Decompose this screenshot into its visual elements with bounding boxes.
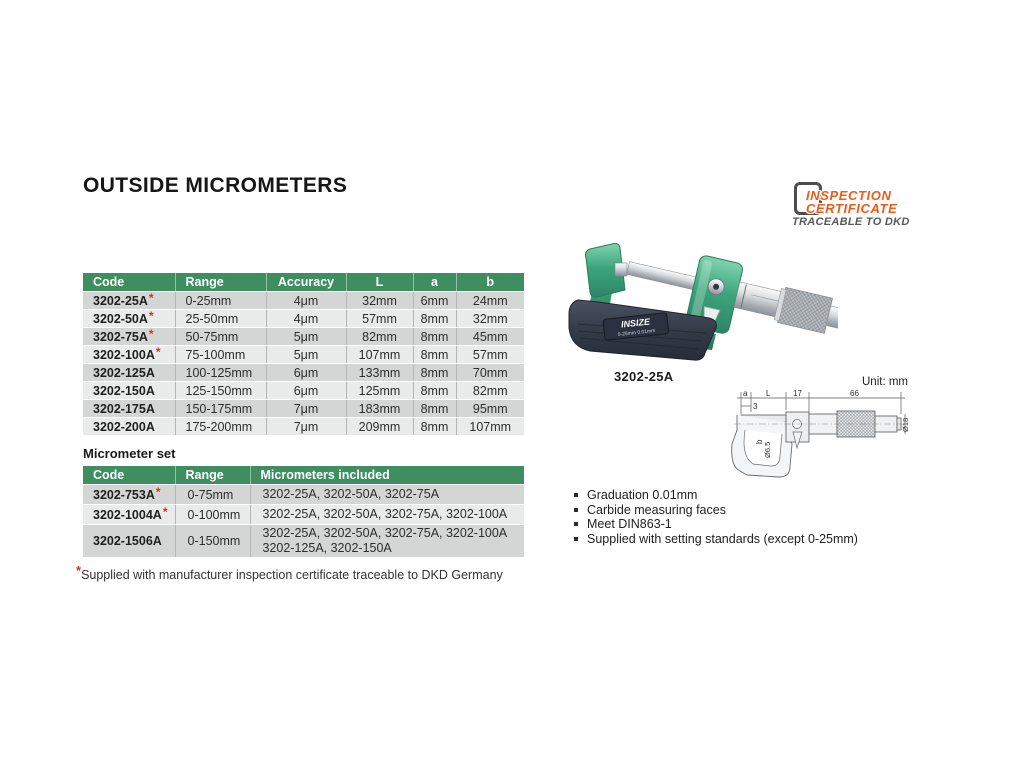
dim-3: 3	[753, 402, 758, 411]
cell-a: 8mm	[413, 328, 456, 346]
feature-text: Supplied with setting standards (except 0-25mm)	[587, 532, 858, 547]
cell-range: 25-50mm	[175, 310, 266, 328]
anvil	[615, 263, 627, 276]
cell-included: 3202-25A, 3202-50A, 3202-75A	[250, 485, 524, 505]
cell-code: 3202-25A*	[83, 292, 175, 310]
feature-list	[574, 488, 858, 546]
dim-b: b	[755, 439, 764, 444]
cell-b: 45mm	[456, 328, 524, 346]
cell-l: 57mm	[346, 310, 413, 328]
bullet-icon	[574, 522, 578, 526]
cell-b: 24mm	[456, 292, 524, 310]
cell-a: 6mm	[413, 292, 456, 310]
cell-b: 70mm	[456, 364, 524, 382]
spec-table-row	[83, 310, 524, 328]
cell-b: 95mm	[456, 400, 524, 418]
cell-accuracy: 6μm	[266, 364, 346, 382]
cell-b: 107mm	[456, 418, 524, 436]
cell-included: 3202-25A, 3202-50A, 3202-75A, 3202-100A 3202-125A, 3202-150A	[250, 525, 524, 558]
set-table-body	[83, 485, 524, 558]
col-header-code: Code	[83, 273, 175, 292]
cell-range: 100-125mm	[175, 364, 266, 382]
bullet-icon	[574, 508, 578, 512]
feature-text: Meet DIN863-1	[587, 517, 672, 532]
spec-table-row	[83, 364, 524, 382]
cell-code: 3202-125A	[83, 364, 175, 382]
spindle	[627, 262, 700, 291]
cell-range: 150-175mm	[175, 400, 266, 418]
cell-range: 0-150mm	[175, 525, 250, 558]
cell-l: 125mm	[346, 382, 413, 400]
spec-table-row	[83, 328, 524, 346]
cell-a: 8mm	[413, 346, 456, 364]
cell-b: 57mm	[456, 346, 524, 364]
cell-l: 209mm	[346, 418, 413, 436]
cell-code: 3202-1506A	[83, 525, 175, 558]
cell-a: 8mm	[413, 400, 456, 418]
set-section-title: Micrometer set	[83, 446, 176, 461]
set-table-header-row	[83, 466, 524, 485]
thimble-knurled	[778, 287, 833, 333]
cell-code: 3202-75A*	[83, 328, 175, 346]
cell-code: 3202-150A	[83, 382, 175, 400]
spec-table-row	[83, 418, 524, 436]
col-header-b: b	[456, 273, 524, 292]
bullet-icon	[574, 537, 578, 541]
cell-l: 82mm	[346, 328, 413, 346]
footnote-star: *	[76, 563, 82, 578]
cell-accuracy: 4μm	[266, 310, 346, 328]
spec-table-row	[83, 382, 524, 400]
spec-table-row	[83, 292, 524, 310]
col-header-accuracy: Accuracy	[266, 273, 346, 292]
feature-item	[574, 488, 858, 503]
dim-17: 17	[793, 389, 802, 398]
set-table	[83, 466, 524, 558]
set-col-header-included: Micrometers included	[250, 466, 524, 485]
cell-l: 133mm	[346, 364, 413, 382]
cell-code: 3202-1004A*	[83, 505, 175, 525]
dim-dia65: Ø6.5	[763, 441, 772, 458]
cell-b: 82mm	[456, 382, 524, 400]
feature-text: Carbide measuring faces	[587, 502, 726, 517]
cell-l: 32mm	[346, 292, 413, 310]
footnote-text: Supplied with manufacturer inspection certificate traceable to DKD Germany	[81, 568, 503, 582]
set-table-row	[83, 485, 524, 505]
dim-dia18: Ø18	[901, 417, 910, 432]
cell-accuracy: 7μm	[266, 400, 346, 418]
cell-range: 125-150mm	[175, 382, 266, 400]
cell-code: 3202-753A*	[83, 485, 175, 505]
cell-range: 50-75mm	[175, 328, 266, 346]
spec-table-header-row	[83, 273, 524, 292]
col-header-a: a	[413, 273, 456, 292]
cell-a: 8mm	[413, 418, 456, 436]
cell-range: 0-100mm	[175, 505, 250, 525]
feature-item	[574, 503, 858, 518]
set-table-row	[83, 505, 524, 525]
feature-text: Graduation 0.01mm	[587, 488, 698, 503]
set-table-row	[83, 525, 524, 558]
cell-code: 3202-175A	[83, 400, 175, 418]
cell-range: 0-25mm	[175, 292, 266, 310]
dim-a: a	[743, 389, 748, 398]
cell-a: 8mm	[413, 382, 456, 400]
product-caption: 3202-25A	[614, 369, 674, 384]
page-title: OUTSIDE MICROMETERS	[83, 174, 348, 197]
cell-code: 3202-200A	[83, 418, 175, 436]
logo-text-inspection: INSPECTION	[806, 188, 892, 203]
inspection-certificate-logo	[792, 179, 922, 231]
technical-drawing	[729, 386, 914, 482]
col-header-range: Range	[175, 273, 266, 292]
cell-b: 32mm	[456, 310, 524, 328]
cell-accuracy: 4μm	[266, 292, 346, 310]
cell-range: 0-75mm	[175, 485, 250, 505]
logo-text-traceable: TRACEABLE TO DKD	[792, 216, 910, 228]
dim-66: 66	[850, 389, 859, 398]
spec-table-body	[83, 292, 524, 436]
cell-accuracy: 6μm	[266, 382, 346, 400]
feature-item	[574, 517, 858, 532]
spec-table-row	[83, 346, 524, 364]
cell-accuracy: 5μm	[266, 346, 346, 364]
bullet-icon	[574, 493, 578, 497]
set-col-header-code: Code	[83, 466, 175, 485]
logo-text-certificate: CERTIFICATE	[806, 201, 898, 216]
col-header-l: L	[346, 273, 413, 292]
unit-label: Unit: mm	[862, 376, 908, 388]
spec-table	[83, 273, 524, 436]
cell-range: 175-200mm	[175, 418, 266, 436]
spec-table-row	[83, 400, 524, 418]
cell-code: 3202-50A*	[83, 310, 175, 328]
cell-l: 107mm	[346, 346, 413, 364]
cell-l: 183mm	[346, 400, 413, 418]
dim-L: L	[766, 389, 771, 398]
product-photo-micrometer	[566, 242, 838, 374]
cell-accuracy: 5μm	[266, 328, 346, 346]
feature-item	[574, 532, 858, 547]
cell-included: 3202-25A, 3202-50A, 3202-75A, 3202-100A	[250, 505, 524, 525]
cell-a: 8mm	[413, 364, 456, 382]
cell-range: 75-100mm	[175, 346, 266, 364]
brand-text: INSIZE	[620, 316, 651, 330]
cell-code: 3202-100A*	[83, 346, 175, 364]
cell-a: 8mm	[413, 310, 456, 328]
brand-subtext: 0-25mm 0.01mm	[617, 328, 656, 338]
cell-accuracy: 7μm	[266, 418, 346, 436]
footnote	[76, 563, 503, 582]
set-col-header-range: Range	[175, 466, 250, 485]
